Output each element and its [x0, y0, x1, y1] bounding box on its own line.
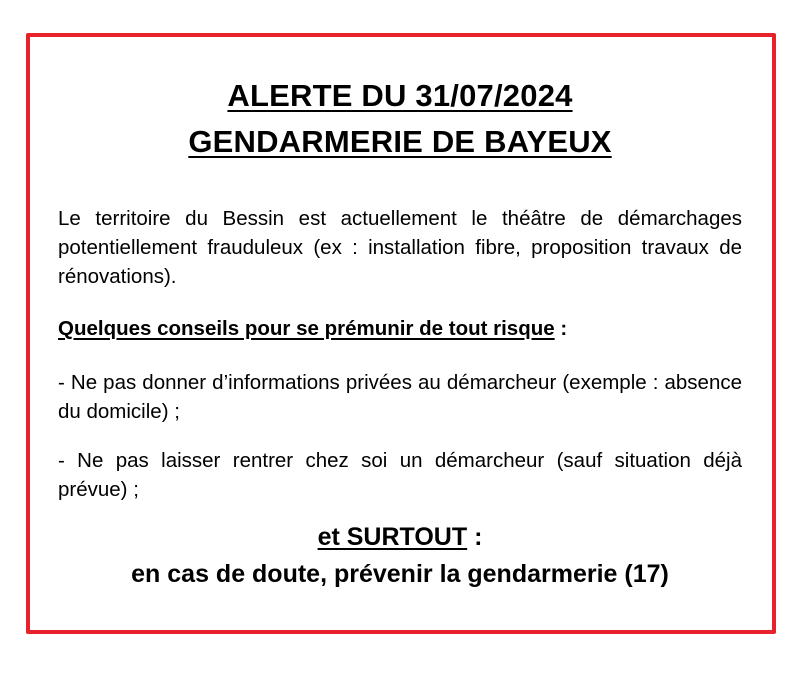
final-call-gendarmerie: en cas de doute, prévenir la gendarmerie (17) — [131, 560, 669, 588]
final-emphasis — [0, 523, 800, 552]
final-emphasis-colon: : — [467, 523, 483, 551]
advice-item-private-info: - Ne pas donner d’informations privées au démarcheur (exemple : absence du domicile) ; — [58, 371, 742, 423]
conseils-heading — [58, 314, 742, 343]
final-emphasis-text: et SURTOUT — [317, 523, 468, 551]
alert-title-date: ALERTE DU 31/07/2024 — [227, 78, 573, 113]
intro-paragraph: Le territoire du Bessin est actuellement le théâtre de démarchages potentiellement frauduleux (ex : installation fibre, proposition travaux de rénovations). — [58, 207, 742, 288]
conseils-heading-text: Quelques conseils pour se prémunir de tout risque — [58, 317, 555, 340]
conseils-heading-colon: : — [554, 317, 568, 340]
advice-item-no-entry: - Ne pas laisser rentrer chez soi un démarcheur (sauf situation déjà prévue) ; — [58, 449, 742, 501]
alert-title-gendarmerie: GENDARMERIE DE BAYEUX — [188, 124, 612, 159]
